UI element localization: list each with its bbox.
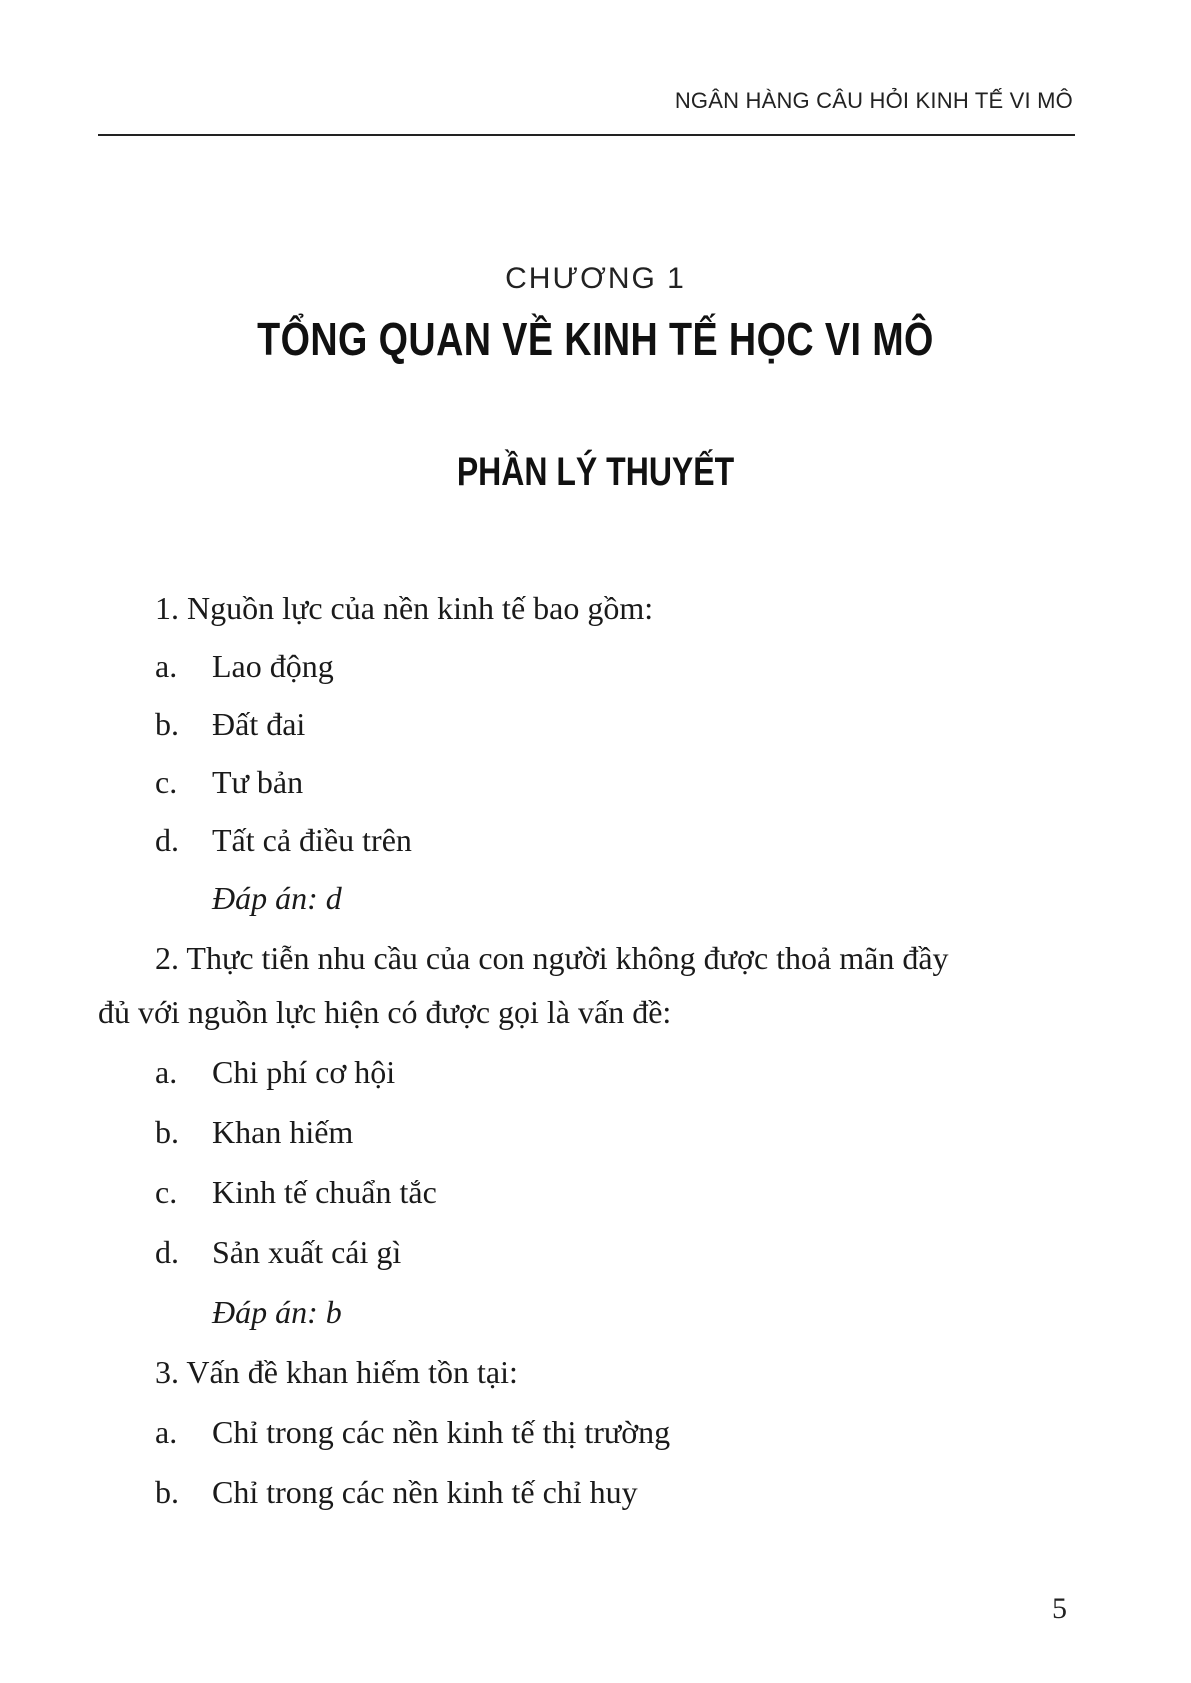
question-3-option-text: Chỉ trong các nền kinh tế chỉ huy [212,1474,638,1510]
question-2-text-line1: 2. Thực tiễn nhu cầu của con người không được thoả mãn đầy [155,940,949,976]
question-3-text: 3. Vấn đề khan hiếm tồn tại: [155,1354,518,1390]
question-1-option-text: Đất đai [212,706,306,742]
running-head: NGÂN HÀNG CÂU HỎI KINH TẾ VI MÔ [674,88,1073,113]
header-rule [98,134,1075,136]
question-2-option-text: Kinh tế chuẩn tắc [212,1174,437,1210]
question-1-option-letter: c. [155,764,178,800]
question-1-option-letter: a. [155,648,178,684]
question-1-option-text: Tất cả điều trên [212,822,412,858]
chapter-title: TỔNG QUAN VỀ KINH TẾ HỌC VI MÔ [257,313,934,365]
question-2-option-letter: c. [155,1174,178,1210]
chapter-label: CHƯƠNG 1 [505,262,686,295]
question-1-answer: Đáp án: d [212,880,342,916]
question-2-option-text: Khan hiếm [212,1114,354,1150]
question-2-option-text: Sản xuất cái gì [212,1234,402,1270]
question-2-option-letter: b. [155,1114,179,1150]
question-2-answer: Đáp án: b [212,1294,342,1330]
section-title: PHẦN LÝ THUYẾT [456,450,735,494]
question-1-text: 1. Nguồn lực của nền kinh tế bao gồm: [155,590,654,626]
question-1-option-text: Tư bản [212,764,304,800]
page-number: 5 [1052,1592,1067,1625]
question-1-option-letter: b. [155,706,179,742]
question-1-option-letter: d. [155,822,179,858]
question-2-option-text: Chi phí cơ hội [212,1054,396,1090]
question-3-option-letter: a. [155,1414,178,1450]
question-2-option-letter: a. [155,1054,178,1090]
question-3-option-letter: b. [155,1474,179,1510]
question-2-text-line2: đủ với nguồn lực hiện có được gọi là vấn đề: [98,994,672,1030]
question-1-option-text: Lao động [212,648,334,684]
question-3-option-text: Chỉ trong các nền kinh tế thị trường [212,1414,671,1450]
question-2-option-letter: d. [155,1234,179,1270]
